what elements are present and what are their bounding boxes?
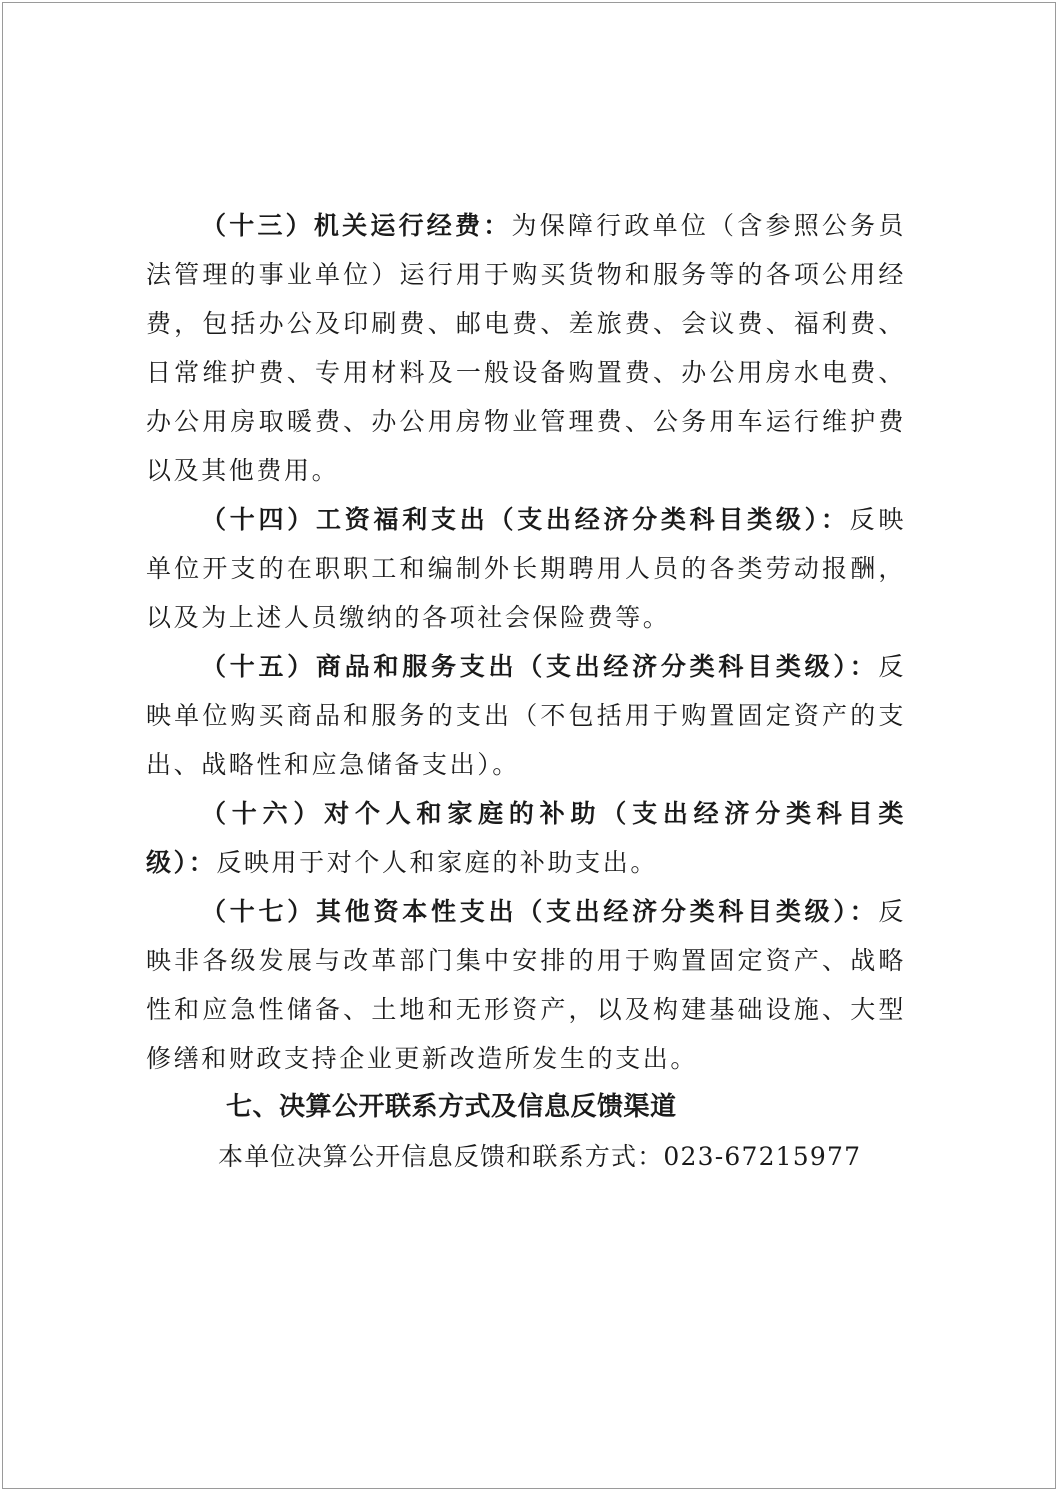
section-heading: 七、决算公开联系方式及信息反馈渠道 bbox=[226, 1092, 677, 1122]
definition-14: 反映单位开支的在职职工和编制外长期聘用人员的各类劳动报酬，以及为上述人员缴纳的各项社会保险费等。 bbox=[146, 505, 907, 632]
definition-17: 反映非各级发展与改革部门集中安排的用于购置固定资产、战略性和应急性储备、土地和无形资产，以及构建基础设施、大型修缮和财政支持企业更新改造所发生的支出。 bbox=[146, 897, 906, 1073]
paragraph-15 bbox=[146, 642, 906, 789]
definition-16: 反映用于对个人和家庭的补助支出。 bbox=[216, 848, 658, 877]
term-13: （十三）机关运行经费： bbox=[201, 211, 512, 240]
document-page bbox=[2, 2, 1056, 1489]
term-16: （十六）对个人和家庭的补助（支出经济分类科目类级）： bbox=[146, 799, 906, 877]
paragraph-17 bbox=[146, 887, 906, 1083]
definition-15: 反映单位购买商品和服务的支出（不包括用于购置固定资产的支出、战略性和应急储备支出）。 bbox=[146, 652, 906, 779]
term-15: （十五）商品和服务支出（支出经济分类科目类级）： bbox=[201, 652, 879, 681]
term-14: （十四）工资福利支出（支出经济分类科目类级）： bbox=[201, 505, 850, 534]
contact-line: 本单位决算公开信息反馈和联系方式：023-67215977 bbox=[218, 1142, 862, 1171]
paragraph-13 bbox=[146, 201, 906, 495]
paragraph-14 bbox=[146, 495, 906, 642]
paragraph-16 bbox=[146, 789, 906, 887]
term-17: （十七）其他资本性支出（支出经济分类科目类级）： bbox=[201, 897, 879, 926]
definition-13: 为保障行政单位（含参照公务员法管理的事业单位）运行用于购买货物和服务等的各项公用经费，包括办公及印刷费、邮电费、差旅费、会议费、福利费、日常维护费、专用材料及一般设备购置费、办公用房水电费、办公用房取暖费、办公用房物业管理费、公务用车运行维护费以及其他费用。 bbox=[146, 211, 906, 485]
document-body bbox=[146, 201, 906, 1181]
